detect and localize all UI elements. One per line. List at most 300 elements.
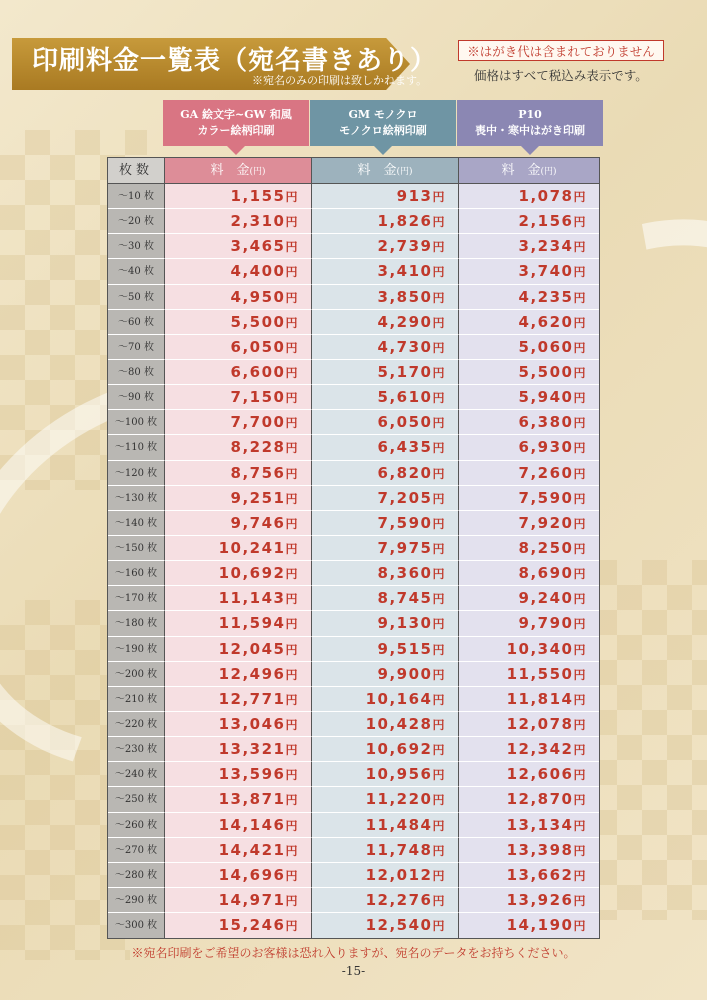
price-value: 6,380	[518, 413, 574, 432]
table-row	[108, 184, 599, 209]
yen-suffix: 円	[432, 793, 446, 808]
price-cell	[459, 712, 599, 737]
yen-suffix: 円	[573, 843, 587, 858]
price-value: 9,240	[518, 589, 574, 608]
qty-cell: ～170 枚	[108, 586, 165, 611]
footer-note: ※宛名印刷をご希望のお客様は恐れ入りますが、宛名のデータをお持ちください。	[131, 946, 576, 960]
price-value: 13,398	[506, 840, 574, 859]
yen-suffix: 円	[285, 567, 299, 582]
table-row	[108, 259, 599, 284]
price-value: 15,246	[218, 916, 286, 935]
price-value: 10,692	[218, 564, 286, 583]
yen-suffix: 円	[573, 642, 587, 657]
qty-cell: ～290 枚	[108, 888, 165, 913]
price-value: 5,610	[377, 388, 433, 407]
yen-suffix: 円	[432, 441, 446, 456]
price-value: 10,241	[218, 538, 286, 557]
price-cell	[459, 561, 599, 586]
price-cell	[165, 234, 312, 259]
header-price-color	[165, 158, 312, 184]
qty-cell: ～100 枚	[108, 410, 165, 435]
price-value: 12,540	[365, 916, 433, 935]
price-cell	[312, 486, 459, 511]
table-row	[108, 335, 599, 360]
price-cell	[165, 838, 312, 863]
qty-cell: ～230 枚	[108, 737, 165, 762]
qty-cell: ～210 枚	[108, 687, 165, 712]
yen-suffix: 円	[432, 592, 446, 607]
yen-suffix: 円	[432, 893, 446, 908]
price-cell	[165, 813, 312, 838]
yen-suffix: 円	[432, 843, 446, 858]
price-value: 12,045	[218, 639, 286, 658]
price-cell	[459, 234, 599, 259]
yen-suffix: 円	[573, 315, 587, 330]
price-value: 2,156	[518, 212, 574, 231]
qty-cell: ～270 枚	[108, 838, 165, 863]
yen-suffix: 円	[573, 768, 587, 783]
table-row	[108, 838, 599, 863]
price-value: 9,251	[230, 488, 286, 507]
page-number: -15-	[341, 964, 366, 978]
price-value: 9,900	[377, 664, 433, 683]
price-cell	[459, 461, 599, 486]
price-value: 6,820	[377, 463, 433, 482]
table-row	[108, 360, 599, 385]
price-value: 10,428	[365, 714, 433, 733]
price-cell	[312, 184, 459, 209]
qty-cell: ～250 枚	[108, 787, 165, 812]
qty-cell: ～40 枚	[108, 259, 165, 284]
yen-suffix: 円	[573, 290, 587, 305]
table-row	[108, 762, 599, 787]
price-value: 14,190	[506, 916, 574, 935]
table-row	[108, 486, 599, 511]
price-cell	[312, 385, 459, 410]
yen-suffix: 円	[285, 391, 299, 406]
yen-suffix: 円	[432, 190, 446, 204]
badge-line1: P10	[518, 108, 542, 122]
header-price-unit: (円)	[396, 167, 413, 177]
yen-suffix: 円	[285, 240, 299, 255]
price-cell	[165, 888, 312, 913]
price-cell	[459, 586, 599, 611]
yen-suffix: 円	[285, 516, 299, 531]
qty-cell: ～30 枚	[108, 234, 165, 259]
price-value: 8,360	[377, 564, 433, 583]
price-cell	[312, 838, 459, 863]
yen-suffix: 円	[432, 365, 446, 380]
yen-suffix: 円	[432, 466, 446, 481]
yen-suffix: 円	[573, 466, 587, 481]
price-cell	[165, 913, 312, 938]
price-cell	[459, 385, 599, 410]
price-cell	[459, 285, 599, 310]
header-price-unit: (円)	[249, 167, 266, 177]
yen-suffix: 円	[573, 868, 587, 883]
price-value: 4,730	[377, 337, 433, 356]
price-cell	[312, 712, 459, 737]
yen-suffix: 円	[432, 491, 446, 506]
price-cell	[312, 435, 459, 460]
price-value: 13,926	[506, 890, 574, 909]
price-cell	[312, 888, 459, 913]
yen-suffix: 円	[285, 743, 299, 758]
table-row	[108, 234, 599, 259]
price-value: 8,745	[377, 589, 433, 608]
yen-suffix: 円	[432, 340, 446, 355]
price-value: 12,012	[365, 865, 433, 884]
price-value: 12,078	[506, 714, 574, 733]
price-value: 12,342	[506, 740, 574, 759]
qty-cell: ～280 枚	[108, 863, 165, 888]
price-value: 12,870	[506, 790, 574, 809]
price-value: 13,134	[506, 815, 574, 834]
price-value: 3,234	[518, 237, 574, 256]
price-cell	[459, 838, 599, 863]
price-value: 913	[396, 187, 433, 205]
yen-suffix: 円	[432, 919, 446, 934]
header-price-label: 料 金	[210, 163, 250, 178]
price-value: 11,594	[218, 614, 286, 633]
price-cell	[312, 360, 459, 385]
table-row	[108, 435, 599, 460]
price-value: 13,871	[218, 790, 286, 809]
price-cell	[165, 335, 312, 360]
price-cell	[459, 360, 599, 385]
yen-suffix: 円	[285, 190, 299, 204]
table-row	[108, 888, 599, 913]
price-value: 9,746	[230, 513, 286, 532]
price-cell	[165, 712, 312, 737]
price-value: 6,435	[377, 438, 433, 457]
price-cell	[165, 360, 312, 385]
qty-cell: ～120 枚	[108, 461, 165, 486]
title-subnote: ※宛名のみの印刷は致しかねます。	[252, 74, 428, 87]
table-row	[108, 209, 599, 234]
badge-line2: カラー絵柄印刷	[197, 124, 275, 137]
yen-suffix: 円	[285, 617, 299, 632]
price-cell	[165, 385, 312, 410]
yen-suffix: 円	[432, 743, 446, 758]
price-value: 10,340	[506, 639, 574, 658]
yen-suffix: 円	[432, 416, 446, 431]
price-cell	[165, 787, 312, 812]
price-cell	[312, 335, 459, 360]
price-cell	[165, 184, 312, 209]
price-cell	[312, 461, 459, 486]
yen-suffix: 円	[573, 617, 587, 632]
qty-cell: ～90 枚	[108, 385, 165, 410]
yen-suffix: 円	[285, 592, 299, 607]
price-cell	[459, 511, 599, 536]
table-row	[108, 813, 599, 838]
price-value: 3,410	[377, 262, 433, 281]
price-cell	[459, 410, 599, 435]
price-cell	[459, 611, 599, 636]
yen-suffix: 円	[573, 893, 587, 908]
price-value: 9,130	[377, 614, 433, 633]
qty-cell: ～260 枚	[108, 813, 165, 838]
yen-suffix: 円	[573, 190, 587, 204]
column-badge-color-print	[163, 100, 309, 146]
yen-suffix: 円	[432, 391, 446, 406]
price-cell	[165, 687, 312, 712]
yen-suffix: 円	[432, 516, 446, 531]
price-cell	[165, 511, 312, 536]
yen-suffix: 円	[432, 692, 446, 707]
badge-line2: モノクロ絵柄印刷	[339, 124, 427, 137]
price-value: 1,078	[518, 187, 574, 205]
price-value: 14,421	[218, 840, 286, 859]
price-value: 6,050	[230, 337, 286, 356]
price-value: 7,150	[230, 388, 286, 407]
yen-suffix: 円	[285, 541, 299, 556]
price-cell	[459, 687, 599, 712]
table-row	[108, 913, 599, 938]
price-value: 13,596	[218, 765, 286, 784]
price-value: 3,740	[518, 262, 574, 281]
price-cell	[312, 234, 459, 259]
price-value: 5,500	[230, 312, 286, 331]
price-cell	[165, 737, 312, 762]
yen-suffix: 円	[573, 692, 587, 707]
price-value: 11,143	[218, 589, 286, 608]
price-cell	[165, 310, 312, 335]
qty-cell: ～240 枚	[108, 762, 165, 787]
qty-cell: ～180 枚	[108, 611, 165, 636]
yen-suffix: 円	[285, 416, 299, 431]
table-row	[108, 662, 599, 687]
price-value: 9,515	[377, 639, 433, 658]
yen-suffix: 円	[573, 541, 587, 556]
yen-suffix: 円	[432, 768, 446, 783]
price-value: 2,310	[230, 212, 286, 231]
price-value: 7,260	[518, 463, 574, 482]
yen-suffix: 円	[285, 692, 299, 707]
table-row	[108, 712, 599, 737]
qty-cell: ～10 枚	[108, 184, 165, 209]
table-row	[108, 310, 599, 335]
table-row	[108, 385, 599, 410]
price-value: 7,205	[377, 488, 433, 507]
price-cell	[312, 410, 459, 435]
price-cell	[312, 536, 459, 561]
price-value: 10,692	[365, 740, 433, 759]
qty-cell: ～60 枚	[108, 310, 165, 335]
yen-suffix: 円	[573, 441, 587, 456]
price-cell	[312, 687, 459, 712]
yen-suffix: 円	[432, 240, 446, 255]
price-value: 4,400	[230, 262, 286, 281]
column-badge-mono-print	[310, 100, 456, 146]
price-cell	[459, 662, 599, 687]
price-value: 6,050	[377, 413, 433, 432]
price-cell	[165, 486, 312, 511]
price-value: 14,146	[218, 815, 286, 834]
yen-suffix: 円	[573, 265, 587, 280]
yen-suffix: 円	[573, 818, 587, 833]
postcard-fee-notice: ※はがき代は含まれておりません	[458, 40, 664, 61]
table-row	[108, 637, 599, 662]
table-row	[108, 285, 599, 310]
qty-cell: ～190 枚	[108, 637, 165, 662]
badge-line1: GM モノクロ	[348, 108, 418, 122]
yen-suffix: 円	[432, 567, 446, 582]
yen-suffix: 円	[432, 315, 446, 330]
yen-suffix: 円	[573, 516, 587, 531]
yen-suffix: 円	[285, 667, 299, 682]
price-value: 9,790	[518, 614, 574, 633]
price-value: 11,550	[506, 664, 574, 683]
price-value: 7,590	[518, 488, 574, 507]
header-price-label: 料 金	[501, 163, 541, 178]
price-value: 7,920	[518, 513, 574, 532]
yen-suffix: 円	[285, 919, 299, 934]
price-value: 1,826	[377, 212, 433, 231]
qty-cell: ～20 枚	[108, 209, 165, 234]
page-title: 印刷料金一覧表（宛名書きあり）	[32, 46, 438, 76]
badge-line1: GA 絵文字~GW 和風	[180, 108, 292, 122]
price-cell	[312, 737, 459, 762]
yen-suffix: 円	[285, 768, 299, 783]
price-value: 11,814	[506, 689, 574, 708]
price-cell	[165, 611, 312, 636]
yen-suffix: 円	[285, 466, 299, 481]
qty-cell: ～200 枚	[108, 662, 165, 687]
price-cell	[165, 536, 312, 561]
price-cell	[459, 486, 599, 511]
qty-cell: ～160 枚	[108, 561, 165, 586]
table-row	[108, 410, 599, 435]
table-row	[108, 561, 599, 586]
yen-suffix: 円	[573, 340, 587, 355]
yen-suffix: 円	[573, 416, 587, 431]
price-cell	[459, 184, 599, 209]
price-cell	[459, 913, 599, 938]
yen-suffix: 円	[285, 215, 299, 230]
price-cell	[165, 435, 312, 460]
price-value: 7,700	[230, 413, 286, 432]
yen-suffix: 円	[285, 265, 299, 280]
tax-note: 価格はすべて税込み表示です。	[474, 68, 648, 83]
yen-suffix: 円	[573, 793, 587, 808]
price-value: 4,620	[518, 312, 574, 331]
yen-suffix: 円	[432, 868, 446, 883]
yen-suffix: 円	[432, 818, 446, 833]
price-cell	[459, 888, 599, 913]
yen-suffix: 円	[285, 717, 299, 732]
price-value: 7,590	[377, 513, 433, 532]
price-value: 7,975	[377, 538, 433, 557]
qty-cell: ～80 枚	[108, 360, 165, 385]
yen-suffix: 円	[432, 290, 446, 305]
price-cell	[165, 259, 312, 284]
yen-suffix: 円	[285, 290, 299, 305]
price-cell	[312, 259, 459, 284]
price-value: 5,500	[518, 362, 574, 381]
header-price-mono	[312, 158, 459, 184]
price-cell	[459, 737, 599, 762]
yen-suffix: 円	[285, 315, 299, 330]
table-row	[108, 737, 599, 762]
table-row	[108, 863, 599, 888]
yen-suffix: 円	[432, 642, 446, 657]
price-cell	[459, 863, 599, 888]
price-cell	[459, 536, 599, 561]
yen-suffix: 円	[573, 391, 587, 406]
yen-suffix: 円	[285, 818, 299, 833]
price-value: 8,690	[518, 564, 574, 583]
price-value: 11,484	[365, 815, 433, 834]
qty-cell: ～150 枚	[108, 536, 165, 561]
price-cell	[312, 637, 459, 662]
price-value: 5,170	[377, 362, 433, 381]
qty-cell: ～130 枚	[108, 486, 165, 511]
yen-suffix: 円	[432, 541, 446, 556]
price-cell	[165, 863, 312, 888]
yen-suffix: 円	[432, 717, 446, 732]
price-cell	[459, 813, 599, 838]
price-cell	[312, 611, 459, 636]
table-row	[108, 611, 599, 636]
qty-cell: ～300 枚	[108, 913, 165, 938]
price-cell	[165, 586, 312, 611]
price-cell	[312, 813, 459, 838]
price-value: 3,465	[230, 237, 286, 256]
price-cell	[312, 285, 459, 310]
price-value: 13,321	[218, 740, 286, 759]
price-cell	[312, 913, 459, 938]
yen-suffix: 円	[285, 365, 299, 380]
yen-suffix: 円	[573, 240, 587, 255]
header-qty: 枚数	[108, 158, 165, 184]
price-cell	[459, 310, 599, 335]
yen-suffix: 円	[285, 340, 299, 355]
price-value: 4,290	[377, 312, 433, 331]
yen-suffix: 円	[573, 919, 587, 934]
price-value: 4,950	[230, 287, 286, 306]
table-header-row	[108, 158, 599, 184]
table-row	[108, 687, 599, 712]
table-row	[108, 586, 599, 611]
yen-suffix: 円	[285, 491, 299, 506]
yen-suffix: 円	[285, 793, 299, 808]
qty-cell: ～140 枚	[108, 511, 165, 536]
price-cell	[312, 863, 459, 888]
price-value: 6,930	[518, 438, 574, 457]
price-value: 11,220	[365, 790, 433, 809]
price-cell	[459, 335, 599, 360]
yen-suffix: 円	[573, 592, 587, 607]
price-cell	[312, 586, 459, 611]
qty-cell: ～70 枚	[108, 335, 165, 360]
price-cell	[312, 511, 459, 536]
price-value: 3,850	[377, 287, 433, 306]
price-cell	[312, 662, 459, 687]
price-cell	[312, 310, 459, 335]
price-value: 8,250	[518, 538, 574, 557]
table-row	[108, 461, 599, 486]
yen-suffix: 円	[573, 215, 587, 230]
yen-suffix: 円	[432, 265, 446, 280]
price-value: 14,696	[218, 865, 286, 884]
price-cell	[165, 662, 312, 687]
price-value: 8,228	[230, 438, 286, 457]
yen-suffix: 円	[573, 743, 587, 758]
header-price-mourning	[459, 158, 599, 184]
price-value: 12,771	[218, 689, 286, 708]
